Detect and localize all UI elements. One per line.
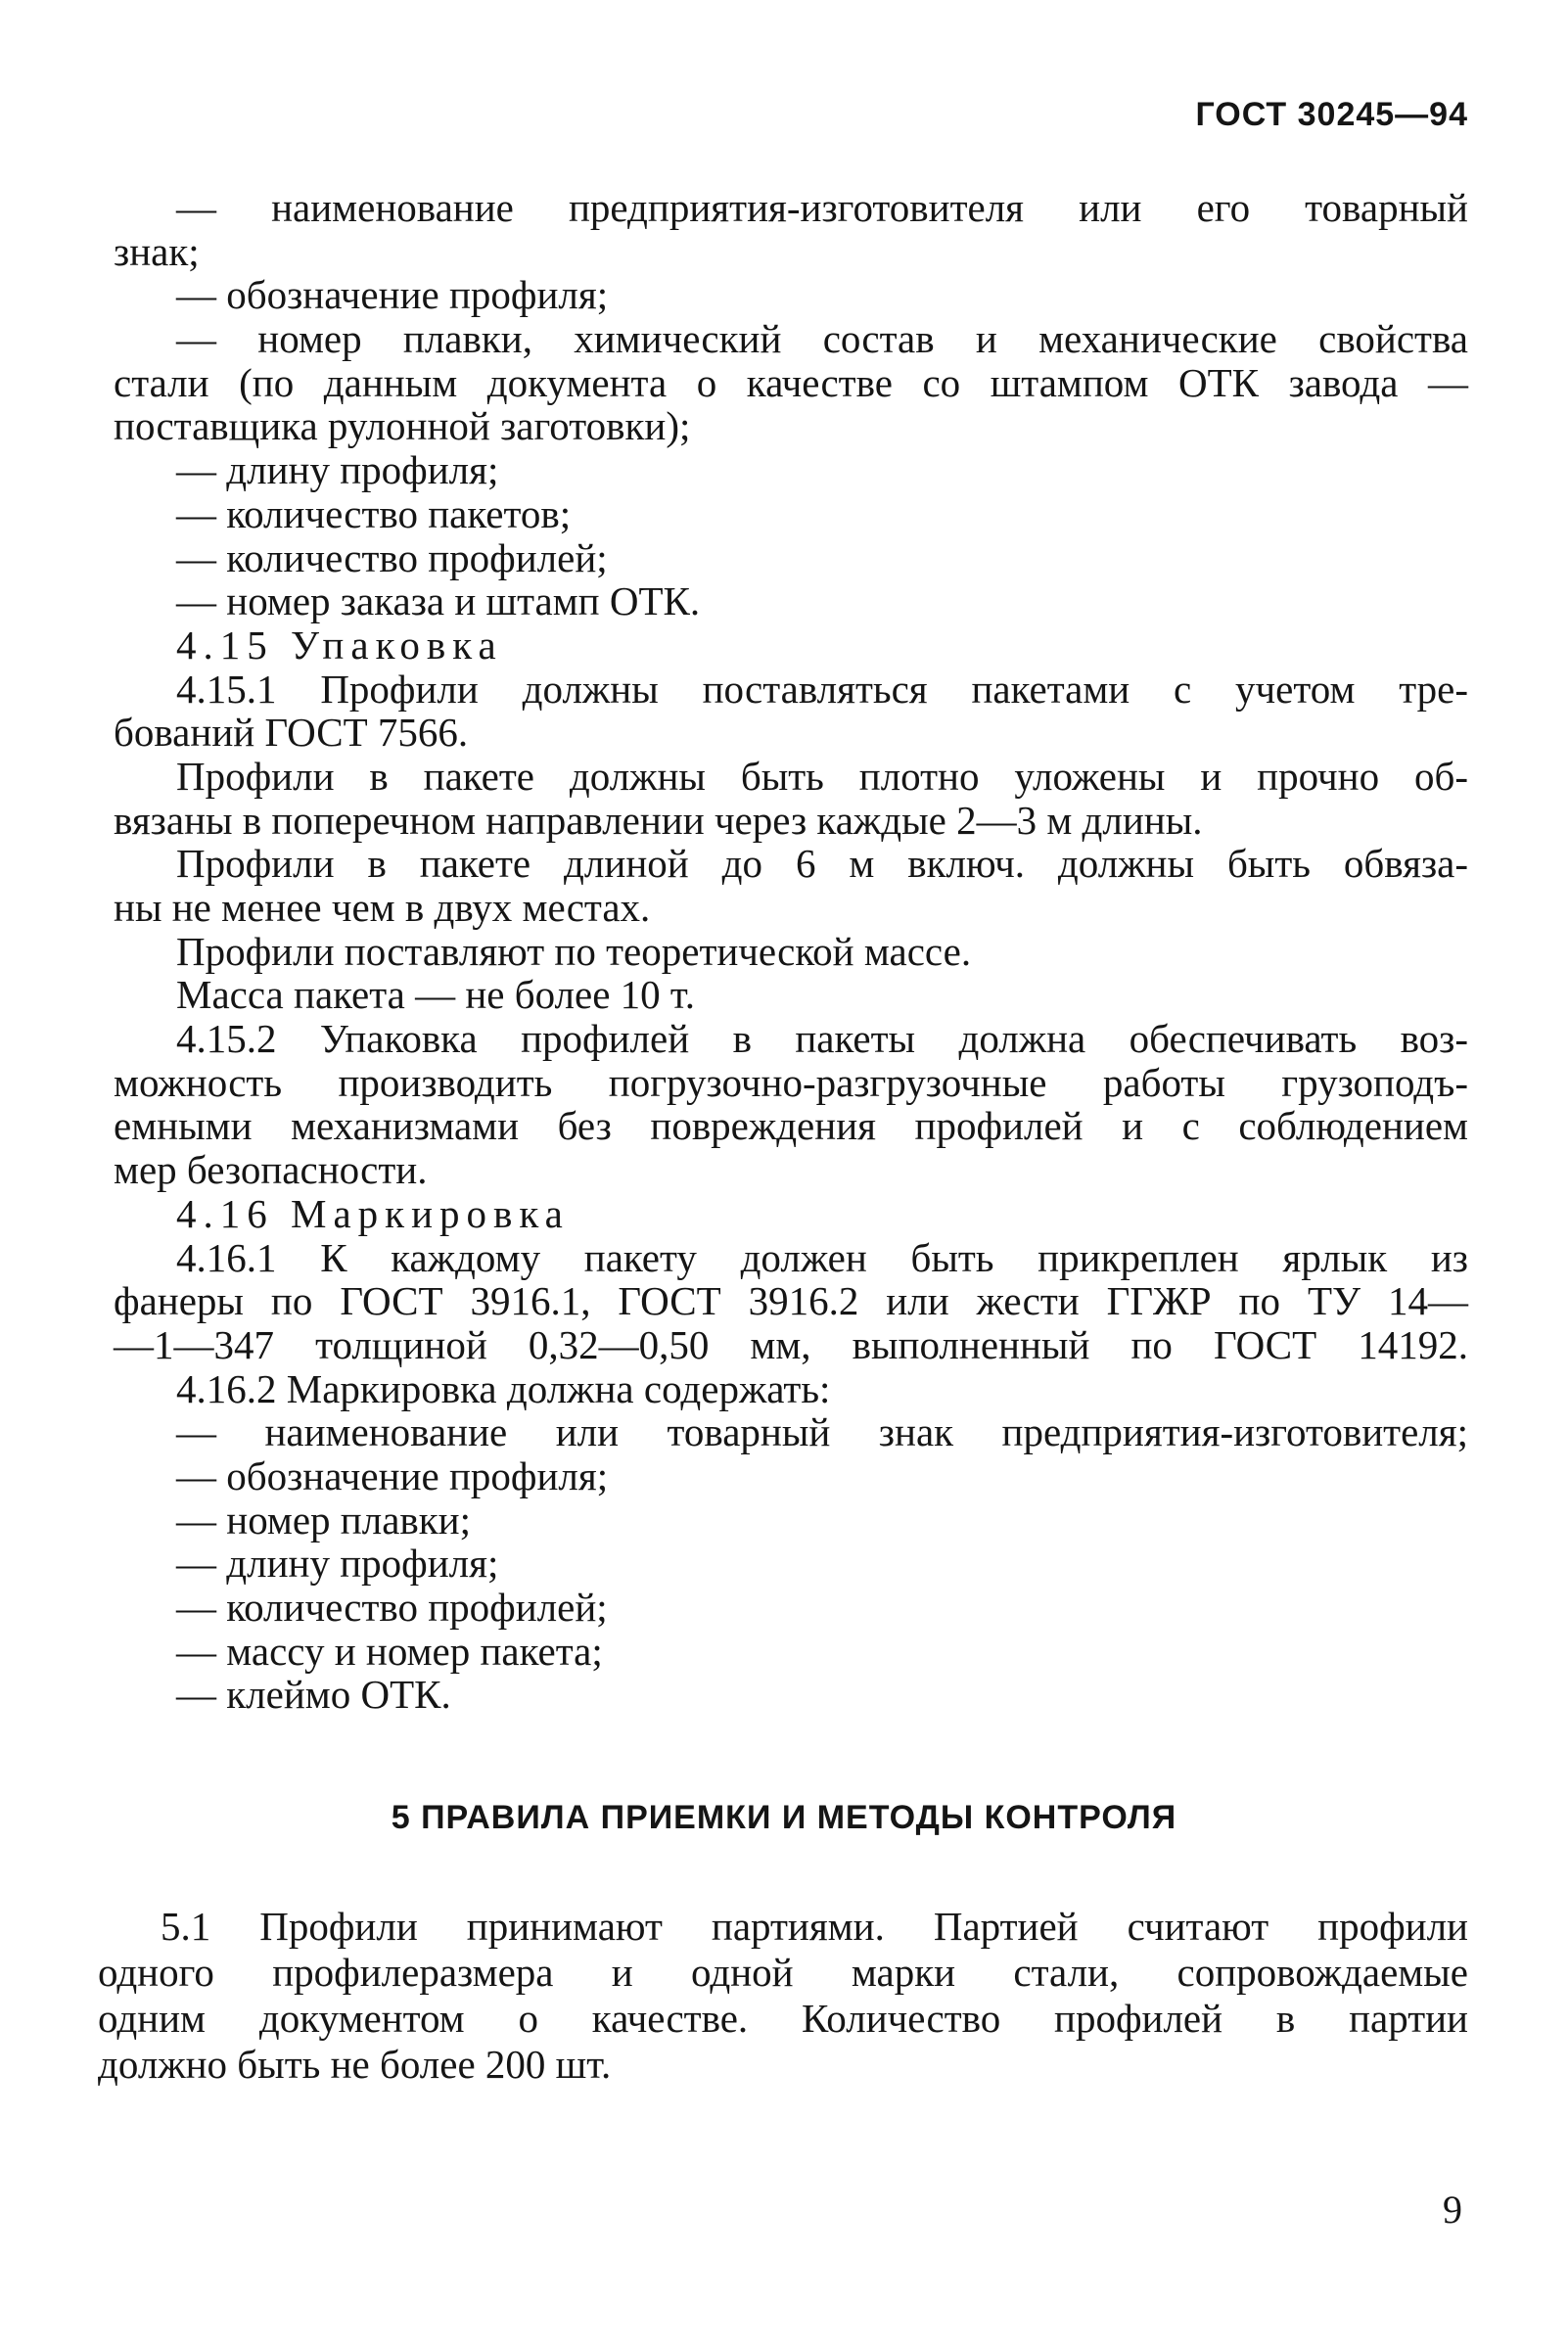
text-line: — обозначение профиля; — [176, 272, 609, 318]
text-line: должно быть не более 200 шт. — [98, 2042, 612, 2087]
text-line: ны не менее чем в двух местах. — [114, 885, 651, 930]
text-line: — массу и номер пакета; — [176, 1628, 603, 1674]
text-line: 4.15.2 Упаковка профилей в пакеты должна обеспечивать воз- — [176, 1016, 1468, 1062]
text-line: знак; — [114, 228, 200, 274]
text-line: — наименование предприятия-изготовителя или его товарный — [176, 185, 1468, 230]
subsection-title: 4.16 Маркировка — [176, 1190, 570, 1236]
text-line: вязаны в поперечном направлении через каждые 2—3 м длины. — [114, 797, 1203, 843]
text-line: одного профилеразмера и одной марки стали, сопровождаемые — [98, 1950, 1468, 1995]
text-line: — номер плавки, химический состав и механические свойства — [176, 316, 1468, 362]
text-line: Профили поставляют по теоретической массе. — [176, 928, 972, 974]
text-line: можность производить погрузочно-разгрузочные работы грузоподъ- — [114, 1059, 1468, 1105]
text-line: 4.15.1 Профили должны поставляться пакетами с учетом тре- — [176, 666, 1468, 712]
text-line: — длину профиля; — [176, 447, 499, 493]
text-line: — обозначение профиля; — [176, 1452, 609, 1498]
text-line: мер безопасности. — [114, 1147, 428, 1193]
text-line: — клеймо ОТК. — [176, 1672, 451, 1718]
text-line: — длину профиля; — [176, 1541, 499, 1587]
section-5-text — [98, 1904, 1468, 2088]
text-line: — количество профилей; — [176, 534, 608, 580]
marking-and-packing-text — [114, 186, 1468, 1717]
text-line: — номер заказа и штамп ОТК. — [176, 578, 701, 624]
text-line: фанеры по ГОСТ 3916.1, ГОСТ 3916.2 или жести ГГЖР по ТУ 14— — [114, 1278, 1468, 1324]
text-line: одним документом о качестве. Количество профилей в партии — [98, 1996, 1468, 2041]
text-line: 4.16.2 Маркировка должна содержать: — [176, 1365, 831, 1411]
text-line: Профили в пакете длиной до 6 м включ. должны быть обвяза- — [176, 841, 1468, 887]
text-line: поставщика рулонной заготовки); — [114, 403, 691, 449]
text-line: — количество пакетов; — [176, 490, 572, 536]
text-line: Профили в пакете должны быть плотно уложены и прочно об- — [176, 753, 1468, 799]
text-line: стали (по данным документа о качестве со штампом ОТК завода — — [114, 359, 1468, 405]
text-line: 5.1 Профили принимают партиями. Партией считают профили — [161, 1904, 1468, 1949]
text-line: — наименование или товарный знак предприятия-изготовителя; — [176, 1409, 1468, 1455]
document-code: ГОСТ 30245—94 — [1195, 96, 1468, 133]
text-line: Масса пакета — не более 10 т. — [176, 972, 695, 1018]
text-line: емными механизмами без повреждения профилей и с соблюдением — [114, 1103, 1468, 1149]
text-line: 4.16.1 К каждому пакету должен быть прикреплен ярлык из — [176, 1234, 1468, 1280]
text-line: —1—347 толщиной 0,32—0,50 мм, выполненный по ГОСТ 14192. — [114, 1321, 1468, 1367]
page-number: 9 — [1443, 2188, 1462, 2232]
text-line: — количество профилей; — [176, 1585, 608, 1630]
subsection-title: 4.15 Упаковка — [176, 622, 503, 668]
text-line: — номер плавки; — [176, 1497, 472, 1543]
section-heading: 5 ПРАВИЛА ПРИЕМКИ И МЕТОДЫ КОНТРОЛЯ — [391, 1799, 1177, 1836]
text-line: бований ГОСТ 7566. — [114, 710, 469, 756]
